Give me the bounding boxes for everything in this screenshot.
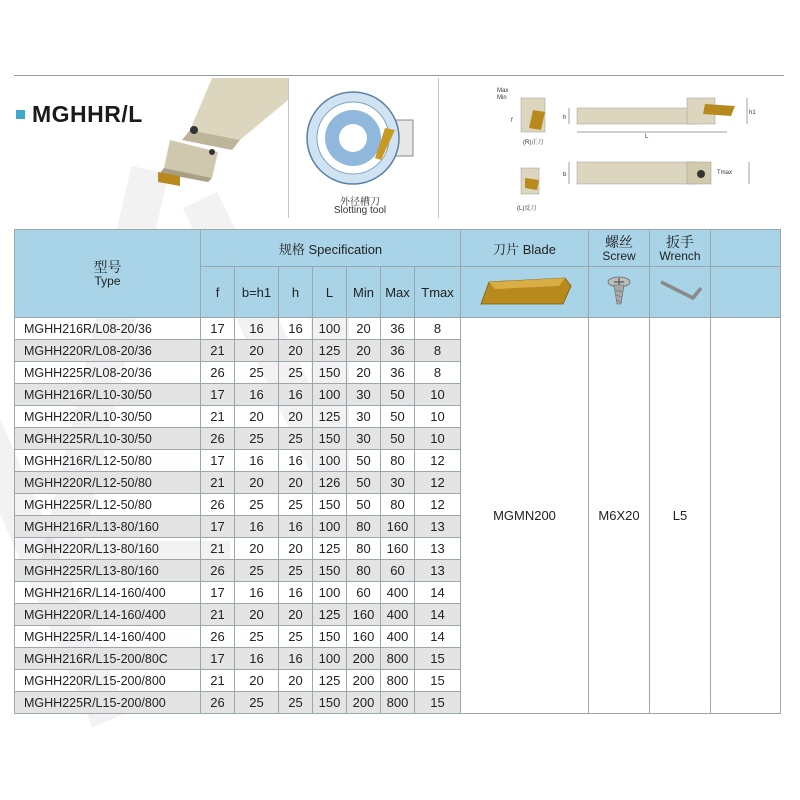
row-bh1: 16 [235, 450, 279, 472]
title-marker [16, 110, 25, 119]
row-l: 150 [313, 626, 347, 648]
row-type: MGHH225R/L15-200/800 [15, 692, 201, 714]
row-min: 80 [347, 560, 381, 582]
row-h: 16 [279, 450, 313, 472]
wrench-header-cn: 扳手 [666, 233, 694, 250]
row-type: MGHH225R/L13-80/160 [15, 560, 201, 582]
row-tmax: 8 [415, 362, 461, 384]
row-min: 30 [347, 406, 381, 428]
type-header-en: Type [94, 274, 121, 288]
row-bh1: 16 [235, 516, 279, 538]
page-title: MGHHR/L [32, 101, 143, 127]
row-min: 80 [347, 538, 381, 560]
row-tmax: 8 [415, 340, 461, 362]
row-h: 25 [279, 626, 313, 648]
row-f: 17 [201, 384, 235, 406]
row-bh1: 25 [235, 560, 279, 582]
row-max: 50 [381, 384, 415, 406]
row-type: MGHH225R/L08-20/36 [15, 362, 201, 384]
screw-header [589, 230, 650, 267]
row-l: 100 [313, 582, 347, 604]
row-max: 800 [381, 670, 415, 692]
row-max: 80 [381, 494, 415, 516]
row-max: 36 [381, 318, 415, 340]
row-l: 100 [313, 648, 347, 670]
wrench-header [650, 230, 711, 267]
screw-value: M6X20 [589, 318, 650, 714]
row-tmax: 14 [415, 582, 461, 604]
row-min: 20 [347, 340, 381, 362]
row-min: 160 [347, 604, 381, 626]
row-bh1: 25 [235, 692, 279, 714]
row-tmax: 12 [415, 472, 461, 494]
row-h: 16 [279, 648, 313, 670]
row-bh1: 16 [235, 384, 279, 406]
spec-table [14, 229, 781, 714]
dimension-diagram [495, 86, 765, 218]
row-tmax: 10 [415, 428, 461, 450]
row-f: 21 [201, 472, 235, 494]
wrench-value: L5 [650, 318, 711, 714]
row-max: 80 [381, 450, 415, 472]
row-max: 60 [381, 560, 415, 582]
row-max: 36 [381, 340, 415, 362]
row-f: 21 [201, 538, 235, 560]
row-h: 25 [279, 494, 313, 516]
row-l: 150 [313, 362, 347, 384]
row-h: 20 [279, 406, 313, 428]
row-h: 20 [279, 670, 313, 692]
row-l: 150 [313, 494, 347, 516]
row-type: MGHH216R/L15-200/80C [15, 648, 201, 670]
row-h: 20 [279, 604, 313, 626]
row-min: 60 [347, 582, 381, 604]
row-f: 17 [201, 450, 235, 472]
row-l: 125 [313, 538, 347, 560]
max-label: Max [497, 88, 509, 94]
row-bh1: 20 [235, 538, 279, 560]
row-min: 30 [347, 384, 381, 406]
hex-wrench-icon [657, 276, 703, 306]
blade-header [461, 230, 589, 267]
row-type: MGHH220R/L10-30/50 [15, 406, 201, 428]
row-h: 16 [279, 582, 313, 604]
row-bh1: 16 [235, 648, 279, 670]
h1-label: h1 [749, 110, 756, 116]
blade-image-cell [461, 267, 589, 318]
row-max: 400 [381, 582, 415, 604]
caption-chinese: 外径槽刀 [340, 197, 380, 208]
empty-column [711, 318, 781, 714]
row-f: 26 [201, 362, 235, 384]
tmax-label: Tmax [717, 170, 732, 176]
blade-header-cn: 刀片 [493, 241, 520, 257]
row-max: 160 [381, 516, 415, 538]
row-type: MGHH225R/L12-50/80 [15, 494, 201, 516]
top-rule [14, 75, 784, 76]
row-f: 26 [201, 560, 235, 582]
row-tmax: 13 [415, 560, 461, 582]
row-f: 26 [201, 692, 235, 714]
left-hand-label: (L)反刀 [517, 206, 537, 212]
caption-english: Slotting tool [333, 205, 387, 216]
row-h: 25 [279, 428, 313, 450]
tool-holder-photo [150, 78, 288, 193]
row-l: 100 [313, 318, 347, 340]
row-tmax: 14 [415, 604, 461, 626]
row-max: 800 [381, 648, 415, 670]
row-min: 200 [347, 670, 381, 692]
row-f: 17 [201, 648, 235, 670]
col-l-header: L [313, 267, 347, 318]
row-type: MGHH220R/L14-160/400 [15, 604, 201, 626]
row-max: 400 [381, 626, 415, 648]
row-bh1: 25 [235, 428, 279, 450]
row-l: 126 [313, 472, 347, 494]
row-min: 20 [347, 318, 381, 340]
row-f: 26 [201, 428, 235, 450]
row-f: 26 [201, 626, 235, 648]
row-type: MGHH216R/L13-80/160 [15, 516, 201, 538]
row-l: 150 [313, 692, 347, 714]
row-tmax: 12 [415, 450, 461, 472]
blade-header-en: Blade [522, 241, 556, 257]
row-type: MGHH220R/L15-200/800 [15, 670, 201, 692]
row-tmax: 15 [415, 648, 461, 670]
row-l: 125 [313, 340, 347, 362]
f-label: f [511, 118, 513, 124]
min-label: Min [497, 95, 507, 101]
row-min: 200 [347, 648, 381, 670]
blade-value: MGMN200 [461, 318, 589, 714]
col-f-header: f [201, 267, 235, 318]
row-l: 150 [313, 428, 347, 450]
row-tmax: 10 [415, 406, 461, 428]
col-min-header: Min [347, 267, 381, 318]
row-type: MGHH216R/L10-30/50 [15, 384, 201, 406]
wrench-header-en: Wrench [659, 248, 701, 263]
row-min: 30 [347, 428, 381, 450]
row-type: MGHH225R/L10-30/50 [15, 428, 201, 450]
row-min: 50 [347, 494, 381, 516]
row-f: 17 [201, 582, 235, 604]
row-l: 125 [313, 406, 347, 428]
row-l: 100 [313, 450, 347, 472]
row-l: 125 [313, 670, 347, 692]
col-max-header: Max [381, 267, 415, 318]
row-tmax: 10 [415, 384, 461, 406]
screw-header-en: Screw [602, 248, 636, 263]
spec-group-cn: 规格 [278, 241, 305, 257]
empty-subheader [711, 267, 781, 318]
row-max: 400 [381, 604, 415, 626]
row-max: 800 [381, 692, 415, 714]
type-header [15, 230, 201, 318]
right-hand-label: (R)正刀 [523, 140, 544, 146]
row-h: 25 [279, 692, 313, 714]
row-min: 50 [347, 450, 381, 472]
row-type: MGHH216R/L12-50/80 [15, 450, 201, 472]
row-min: 50 [347, 472, 381, 494]
row-h: 20 [279, 538, 313, 560]
row-bh1: 20 [235, 406, 279, 428]
blade-insert-icon [475, 274, 575, 308]
col-bh1-header: b=h1 [235, 267, 279, 318]
wrench-image-cell [650, 267, 711, 318]
row-f: 17 [201, 318, 235, 340]
spec-group-en: Specification [308, 241, 383, 257]
row-type: MGHH216R/L08-20/36 [15, 318, 201, 340]
row-type: MGHH220R/L08-20/36 [15, 340, 201, 362]
row-l: 125 [313, 604, 347, 626]
row-h: 20 [279, 472, 313, 494]
h-label: h [563, 115, 567, 121]
figure-divider [288, 78, 289, 218]
row-min: 200 [347, 692, 381, 714]
spec-group-header [201, 230, 461, 267]
row-max: 50 [381, 406, 415, 428]
screw-image-cell [589, 267, 650, 318]
row-tmax: 14 [415, 626, 461, 648]
row-h: 25 [279, 560, 313, 582]
row-bh1: 25 [235, 626, 279, 648]
row-max: 36 [381, 362, 415, 384]
row-min: 20 [347, 362, 381, 384]
row-min: 160 [347, 626, 381, 648]
row-min: 80 [347, 516, 381, 538]
row-max: 30 [381, 472, 415, 494]
table-row [15, 318, 781, 340]
screw-icon [604, 274, 634, 308]
col-h-header: h [279, 267, 313, 318]
slotting-diagram [305, 88, 415, 188]
row-f: 21 [201, 406, 235, 428]
l-label: L [645, 134, 649, 140]
row-h: 25 [279, 362, 313, 384]
col-tmax-header: Tmax [415, 267, 461, 318]
row-bh1: 16 [235, 582, 279, 604]
figure-divider [438, 78, 439, 218]
row-tmax: 13 [415, 538, 461, 560]
row-max: 50 [381, 428, 415, 450]
row-h: 16 [279, 318, 313, 340]
row-bh1: 25 [235, 362, 279, 384]
row-tmax: 13 [415, 516, 461, 538]
row-l: 150 [313, 560, 347, 582]
row-f: 21 [201, 604, 235, 626]
row-bh1: 20 [235, 670, 279, 692]
row-bh1: 20 [235, 472, 279, 494]
row-tmax: 8 [415, 318, 461, 340]
row-tmax: 15 [415, 692, 461, 714]
row-f: 26 [201, 494, 235, 516]
row-type: MGHH216R/L14-160/400 [15, 582, 201, 604]
row-h: 20 [279, 340, 313, 362]
row-bh1: 20 [235, 604, 279, 626]
row-type: MGHH220R/L13-80/160 [15, 538, 201, 560]
row-type: MGHH225R/L14-160/400 [15, 626, 201, 648]
b-label: b [563, 172, 567, 178]
row-h: 16 [279, 384, 313, 406]
row-tmax: 15 [415, 670, 461, 692]
row-bh1: 16 [235, 318, 279, 340]
empty-header [711, 230, 781, 267]
row-l: 100 [313, 516, 347, 538]
type-header-cn: 型号 [93, 259, 122, 275]
row-f: 21 [201, 670, 235, 692]
row-max: 160 [381, 538, 415, 560]
row-l: 100 [313, 384, 347, 406]
row-bh1: 20 [235, 340, 279, 362]
row-type: MGHH220R/L12-50/80 [15, 472, 201, 494]
row-h: 16 [279, 516, 313, 538]
row-f: 17 [201, 516, 235, 538]
row-f: 21 [201, 340, 235, 362]
screw-header-cn: 螺丝 [605, 233, 633, 250]
header-row [15, 230, 781, 267]
row-bh1: 25 [235, 494, 279, 516]
row-tmax: 12 [415, 494, 461, 516]
